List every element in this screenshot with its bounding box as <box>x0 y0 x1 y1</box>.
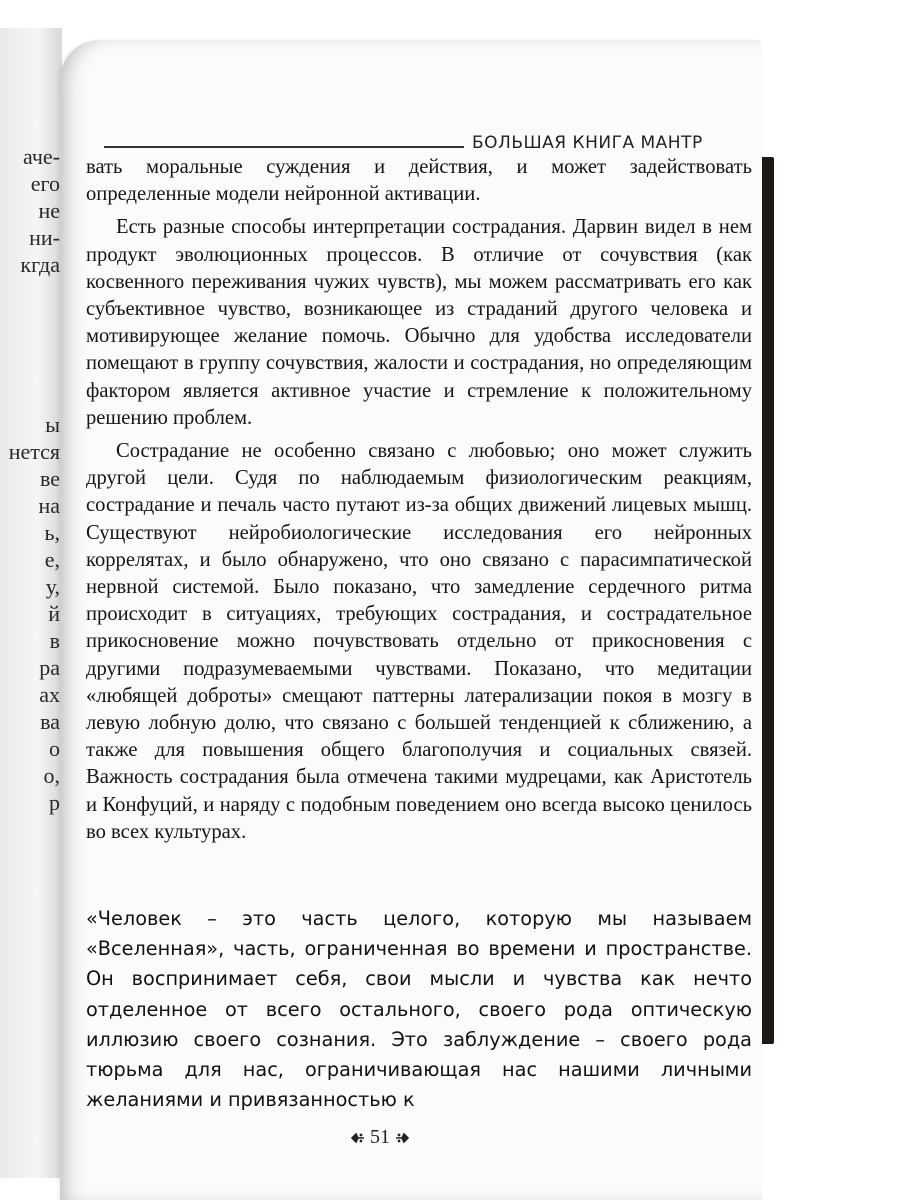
paragraph: Сострадание не особенно связано с любовью; оно может служить другой цели. Судя по наблюдаемым физиологическим реакциям, сострадание и печаль часто путают из-за общих движений лицевых мышц. Существуют нейробиологические исследования его нейронных коррелятах, и было обнаружено, что оно связано с парасимпатической нервной системой. Было показано, что замедление сердечного ритма происходит в ситуациях, требующих сострадания, и сострадательное прикосновение можно почувствовать отдельно от прикосновения с другими подразумеваемыми чувствами. Показано, что медитации «любящей доброты» смещают паттерны латерализации покоя в мозгу в левую лобную долю, что связано с большей тенденцией к сближению, а также для повышения общего благополучия и социальных связей. Важность сострадания была отмечена такими мудрецами, как Аристотель и Конфуций, и наряду с подобным поведением оно всегда высоко ценилось во всех культурах. <box>86 440 752 843</box>
quote-text: «Человек – это часть целого, которую мы называем «Вселенная», часть, ограниченная во времени и пространстве. Он воспринимает себя, свои мысли и чувства как нечто отделенное от всего остального, своего рода оптическую иллюзию своего сознания. Это заблуждение – своего рода тюрьма для нас, ограничивающая нас нашими личными желаниями и привязанностью к <box>86 907 752 1112</box>
fragment-line: ь, <box>44 520 60 545</box>
fragment-line: ра <box>39 655 60 680</box>
fragment-line: о, <box>43 763 60 788</box>
fragment-line: о <box>49 736 60 761</box>
fragment-line: р <box>49 790 60 815</box>
ornament-right-icon <box>395 1131 409 1145</box>
header-rule <box>104 146 464 148</box>
fragment-line: его <box>30 171 60 196</box>
paragraph: Есть разные способы интерпретации сострадания. Дарвин видел в нем продукт эволюционных процессов. В отличие от сочувствия (как косвенного переживания чужих чувств), мы можем рассматривать его как субъективное чувство, возникающее из страданий другого человека и мотивирующее желание помочь. Обычно для удобства исследователи помещают в группу сочувствия, жалости и сострадания, но определяющим фактором является активное участие и стремление к положительному решению проблем. <box>86 216 752 429</box>
book-cover-edge <box>760 157 774 1044</box>
fragment-line: е, <box>44 547 60 572</box>
quote-block <box>86 904 752 1115</box>
fragment-line: ах <box>39 682 60 707</box>
previous-page-fragments-top <box>0 143 60 278</box>
fragment-line: кгда <box>20 252 60 277</box>
ornament-left-icon <box>351 1131 365 1145</box>
fragment-line: в <box>49 628 60 653</box>
fragment-line: не <box>38 198 60 223</box>
fragment-line: аче- <box>22 144 60 169</box>
fragment-line: на <box>38 493 60 518</box>
previous-page-fragments-bottom <box>0 411 60 816</box>
fragment-line: ве <box>39 466 60 491</box>
page-number-footer <box>340 1126 420 1149</box>
fragment-line: у, <box>45 574 60 599</box>
body-text <box>86 154 752 846</box>
previous-page-edge <box>0 28 62 1178</box>
paragraph-continuation: вать моральные суждения и действия, и может задействовать определенные модели нейронной активации. <box>86 156 752 206</box>
page-number: 51 <box>370 1126 390 1148</box>
fragment-line: ы <box>45 412 60 437</box>
fragment-line: нется <box>8 439 60 464</box>
fragment-line: ва <box>40 709 60 734</box>
fragment-line: ни- <box>29 225 60 250</box>
fragment-line: й <box>48 601 60 626</box>
running-head: БОЛЬШАЯ КНИГА МАНТР <box>472 133 703 153</box>
